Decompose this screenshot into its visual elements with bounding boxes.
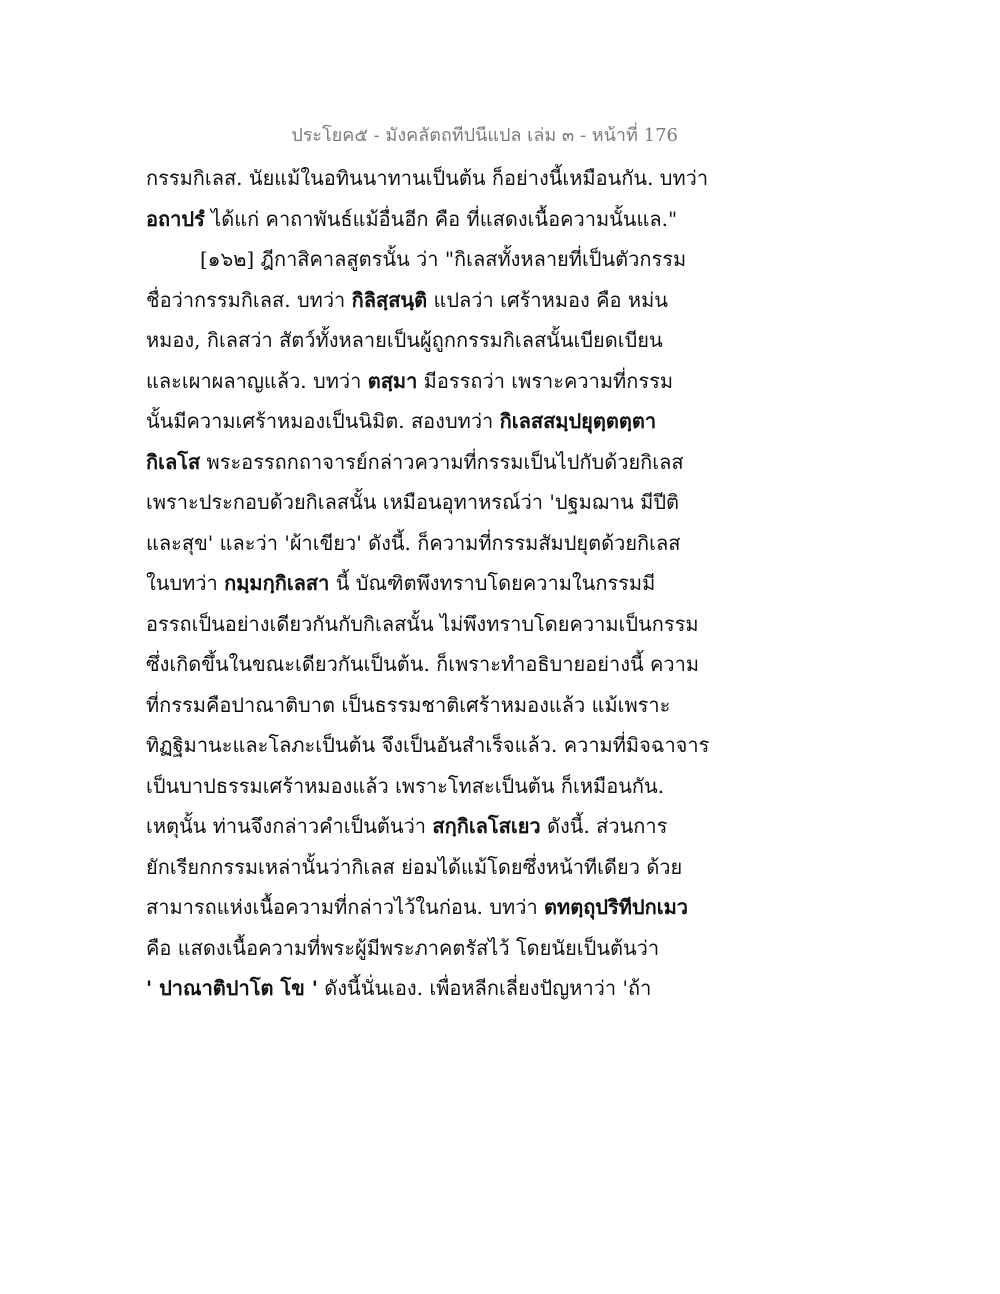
text-segment: ที่กรรมคือปาณาติบาต เป็นธรรมชาติเศร้าหมองแล้ว แม้เพราะ (146, 692, 671, 717)
bold-term: ตสฺมา (367, 368, 418, 393)
text-segment: ทิฏฐิมานะและโลภะเป็นต้น จึงเป็นอันสำเร็จแล้ว. ความที่มิจฉาจาร (146, 733, 710, 757)
text-line (146, 320, 706, 361)
body-text (146, 158, 710, 1009)
text-segment: แปลว่า เศร้าหมอง คือ หม่น (427, 287, 668, 312)
text-line (146, 725, 710, 766)
text-segment: เพราะประกอบด้วยกิเลสนั้น เหมือนอุทาหรณ์ว่า 'ปฐมฌาน มีปีติ (146, 490, 680, 514)
bold-term: สกฺกิเลโสเยว (432, 814, 541, 838)
text-segment: กรรมกิเลส. นัยแม้ในอทินนาทานเป็นต้น ก็อย่างนี้เหมือนกัน. บทว่า (146, 166, 709, 190)
text-segment: สามารถแห่งเนื้อความที่กล่าวไว้ในก่อน. บทว่า (146, 895, 545, 919)
text-line (146, 766, 706, 807)
text-line (146, 523, 706, 564)
page-header: ประโยค๕ - มังคลัตถทีปนีแปล เล่ม ๓ - หน้าที่ 176 (291, 125, 678, 146)
text-line (146, 604, 706, 645)
text-segment: และเผาผลาญแล้ว. บทว่า (146, 368, 368, 393)
text-line (146, 685, 706, 726)
bold-term: ' ปาณาติปาโต โข ' (146, 976, 318, 1000)
text-line (146, 806, 706, 847)
bold-term: กิลิสฺสนฺติ (351, 287, 428, 312)
text-line (146, 361, 706, 402)
text-segment: นั้นมีความเศร้าหมองเป็นนิมิต. สองบทว่า (146, 409, 500, 433)
text-segment: ดังนี้. ส่วนการ (540, 814, 668, 838)
text-segment: เป็นบาปธรรมเศร้าหมองแล้ว เพราะโทสะเป็นต้น ก็เหมือนกัน. (146, 773, 665, 798)
bold-term: กิเลสสมฺปยุตฺตตฺตา (499, 409, 657, 433)
text-line (146, 644, 706, 685)
bold-term: กมฺมกฺกิเลสา (224, 571, 330, 595)
text-segment: [๑๖๒] ฎีกาสิคาลสูตรนั้น ว่า "กิเลสทั้งหลายที่เป็นตัวกรรม (200, 247, 687, 271)
bold-term: กิเลโส (146, 449, 201, 474)
text-line (146, 442, 706, 483)
text-segment: และสุข' และว่า 'ผ้าเขียว' ดังนี้. ก็ความที่กรรมสัมปยุตด้วยกิเลส (146, 530, 681, 555)
text-segment: พระอรรถกถาจารย์กล่าวความที่กรรมเป็นไปกับด้วยกิเลส (200, 449, 684, 474)
text-line (146, 563, 706, 604)
text-segment: เหตุนั้น ท่านจึงกล่าวคำเป็นต้นว่า (146, 814, 433, 838)
text-segment: ชื่อว่ากรรมกิเลส. บทว่า (146, 287, 352, 312)
text-line (146, 401, 706, 442)
text-segment: ในบทว่า (146, 571, 225, 595)
text-line (146, 847, 706, 888)
bold-term: ตทตฺถุปริทีปกเมว (544, 895, 688, 919)
text-line (146, 239, 706, 280)
text-line (146, 280, 706, 321)
bold-term: อถาปรํ (146, 206, 205, 231)
text-segment: มีอรรถว่า เพราะความที่กรรม (417, 368, 674, 393)
text-line (146, 482, 706, 523)
text-segment: ยักเรียกกรรมเหล่านั้นว่ากิเลส ย่อมได้แม้โดยซึ่งหน้าทีเดียว ด้วย (146, 854, 683, 879)
text-segment: ซึ่งเกิดขึ้นในขณะเดียวกันเป็นต้น. ก็เพราะทำอธิบายอย่างนี้ ความ (146, 652, 700, 676)
text-line (146, 158, 709, 199)
text-segment: คือ แสดงเนื้อความที่พระผู้มีพระภาคตรัสไว้ โดยนัยเป็นต้นว่า (146, 935, 660, 960)
text-segment: ดังนี้นั่นเอง. เพื่อหลีกเลี่ยงปัญหาว่า 'ถ้า (317, 976, 652, 1000)
text-segment: นี้ บัณฑิตพึงทราบโดยความในกรรมมี (329, 571, 656, 595)
text-line (146, 968, 706, 1009)
text-line (146, 887, 706, 928)
text-line (146, 928, 706, 969)
text-line (146, 199, 706, 240)
text-segment: ได้แก่ คาถาพันธ์แม้อื่นอีก คือ ที่แสดงเนื้อความนั้นแล." (204, 206, 678, 231)
text-segment: หมอง, กิเลสว่า สัตว์ทั้งหลายเป็นผู้ถูกกรรมกิเลสนั้นเบียดเบียน (146, 328, 663, 352)
text-segment: อรรถเป็นอย่างเดียวกันกับกิเลสนั้น ไม่พึงทราบโดยความเป็นกรรม (146, 611, 699, 636)
